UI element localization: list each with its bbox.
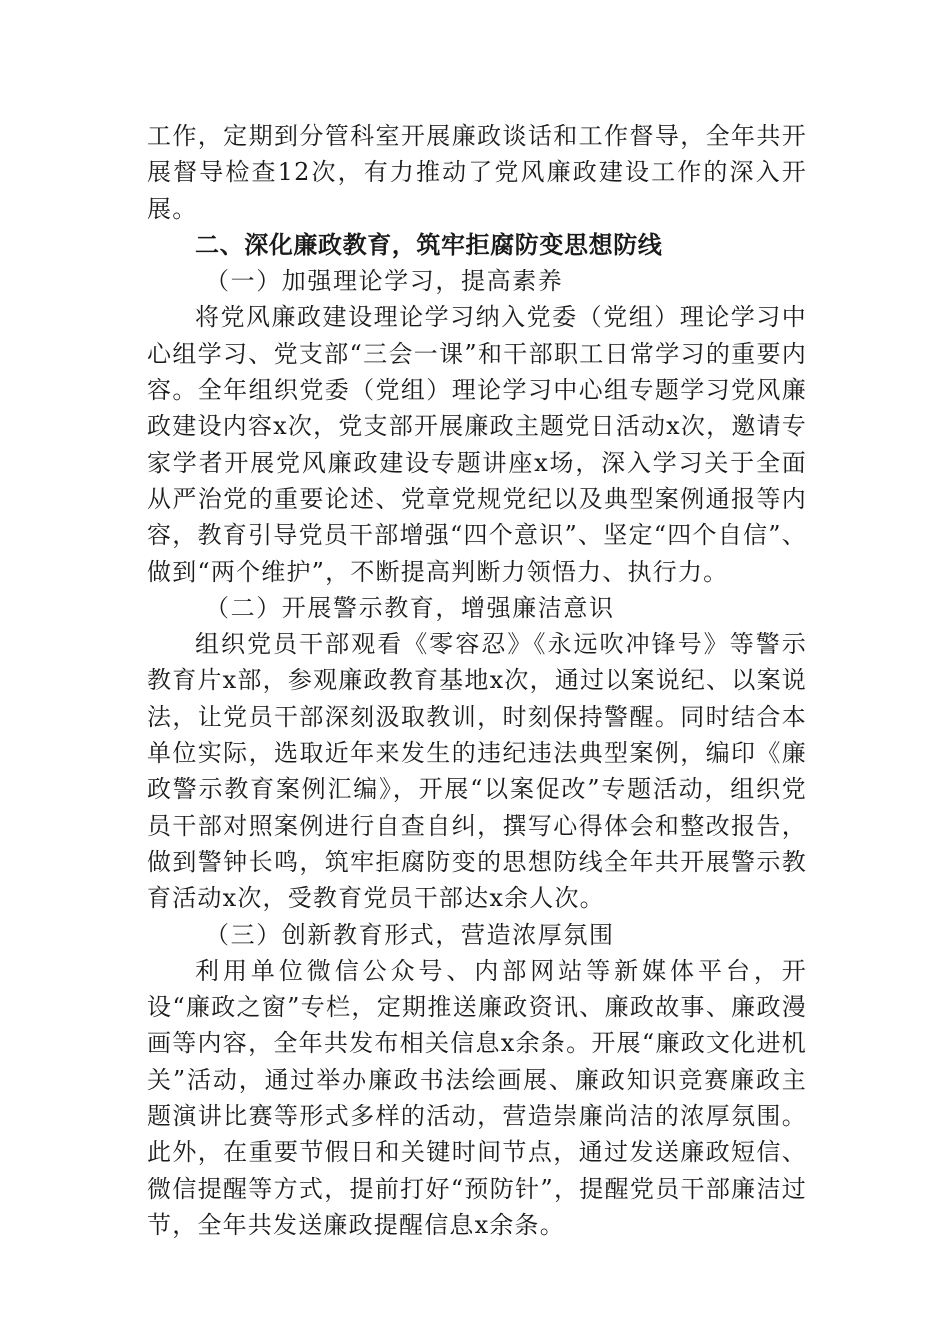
subsection-heading-1: （一）加强理论学习，提高素养: [205, 267, 564, 296]
paragraph-warning-education: 组织党员干部观看《零容忍》《永远吹冲锋号》等警示教育片x部，参观廉政教育基地x次，通过以案说纪、以案说法，让党员干部深刻汲取教训，时刻保持警醒。同时结合本单位实际，选取近年来发生的违纪违法典型案例，编印《廉政警示教育案例汇编》，开展“以案促改”专题活动，组织党员干部对照案例进行自查自纠，撰写心得体会和整改报告，做到警钟长鸣，筑牢拒腐防变的思想防线全年共开展警示教育活动x次，受教育党员干部达x余人次。: [147, 630, 807, 913]
paragraph-education-forms: 利用单位微信公众号、内部网站等新媒体平台，开设“廉政之窗”专栏，定期推送廉政资讯、廉政故事、廉政漫画等内容，全年共发布相关信息x余条。开展“廉政文化进机关”活动，通过举办廉政书法绘画展、廉政知识竞赛廉政主题演讲比赛等形式多样的活动，营造崇廉尚洁的浓厚氛围。此外，在重要节假日和关键时间节点，通过发送廉政短信、微信提醒等方式，提前打好“预防针”，提醒党员干部廉洁过节，全年共发送廉政提醒信息x余条。: [147, 956, 807, 1239]
subsection-heading-2: （二）开展警示教育，增强廉洁意识: [205, 593, 615, 622]
subsection-heading-3: （三）创新教育形式，营造浓厚氛围: [205, 920, 615, 949]
paragraph-theory-study: 将党风廉政建设理论学习纳入党委（党组）理论学习中心组学习、党支部“三会一课”和干部职工日常学习的重要内容。全年组织党委（党组）理论学习中心组专题学习党风廉政建设内容x次，党支部开展廉政主题党日活动x次，邀请专家学者开展党风廉政建设专题讲座x场，深入学习关于全面从严治党的重要论述、党章党规党纪以及典型案例通报等内容，教育引导党员干部增强“四个意识”、坚定“四个自信”、做到“两个维护”，不断提高判断力领悟力、执行力。: [147, 303, 807, 586]
document-page: [147, 118, 807, 1243]
section-heading-2: 二、深化廉政教育，筑牢拒腐防变思想防线: [195, 230, 663, 259]
paragraph-continuation: 工作，定期到分管科室开展廉政谈话和工作督导，全年共开展督导检查12次，有力推动了党风廉政建设工作的深入开展。: [147, 122, 807, 223]
